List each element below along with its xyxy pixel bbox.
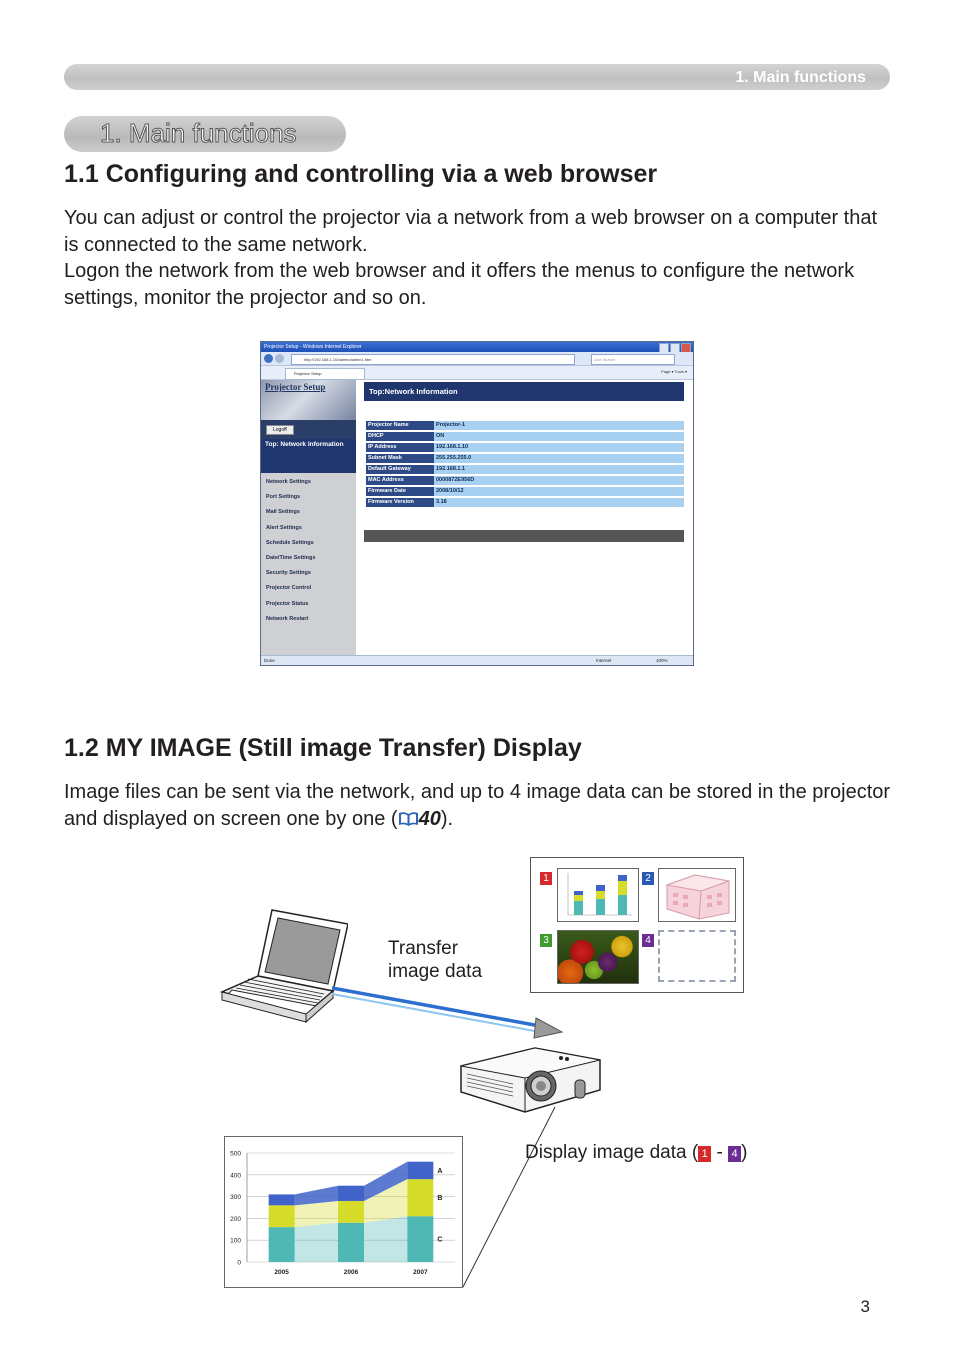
browser-window-title: Projector Setup - Windows Internet Explorer [264,344,362,350]
sidebar-current-item[interactable] [261,439,356,473]
browser-toolbar-tools[interactable]: Page ▾ Tools ▾ [661,369,687,374]
row-value: 192.168.1.1 [434,465,684,474]
sidebar-item-network-settings[interactable]: Network Settings [266,479,311,485]
stored-images-panel [530,857,744,993]
row-value: 0000872E956D [434,476,684,485]
main-heading: Top:Network Information [364,382,684,401]
section-1-para-2: Logon the network from the web browser and it offers the menus to configure the network settings, monitor the projector and so on. [64,260,855,309]
row-value: 3.18 [434,498,684,507]
sidebar-current-label: Top: Network Information [265,441,344,448]
table-row [366,498,684,507]
display-label-sep: - [716,1142,723,1163]
badge-3: 3 [540,934,552,947]
sidebar-item-projector-status[interactable]: Projector Status [266,600,309,607]
series-joiner-b [295,1201,338,1227]
badge-1-inline: 1 [698,1146,711,1162]
bar-segment-c [407,1216,433,1262]
y-tick-label: 500 [230,1150,241,1158]
thumbnail-fruit-photo [557,930,639,984]
chapter-title-pill [64,116,346,152]
browser-tab[interactable]: Projector Setup [285,368,365,380]
section-2-text: Image files can be sent via the network, and up to 4 image data can be stored in the projector and displayed on screen one by one ( [64,781,891,830]
sidebar-item-mail-settings[interactable]: Mail Settings [266,509,300,516]
building-icon [659,869,735,921]
running-header [64,64,890,90]
back-icon[interactable] [264,354,273,363]
table-row [366,487,684,496]
row-key: Subnet Mask [366,454,434,463]
section-2-para [64,779,894,832]
sidebar-item-security-settings[interactable]: Security Settings [266,570,311,577]
table-row [366,421,684,430]
table-row [366,454,684,463]
sidebar-item-alert-settings[interactable]: Alert Settings [266,524,302,531]
table-row [366,476,684,485]
row-value: ON [434,432,684,441]
series-joiner-c [295,1223,338,1262]
sidebar-item-network-restart[interactable]: Network Restart [266,615,309,622]
series-label: B [437,1195,443,1203]
transfer-label-line-2: image data [388,961,483,982]
section-2-text-end: ). [440,807,454,830]
browser-screenshot [260,341,694,666]
series-joiner-c [364,1216,407,1262]
row-value: 255.255.255.0 [434,454,684,463]
table-row [366,432,684,441]
row-key: Default Gateway [366,465,434,474]
section-1-heading: 1.1 Configuring and controlling via a web browser [64,160,658,188]
status-zoom[interactable]: 100% [656,658,668,663]
setup-main-panel [356,380,693,656]
sidebar-menu [261,473,356,627]
x-tick-label: 2006 [343,1269,359,1276]
table-row [366,465,684,474]
row-key: MAC Address [366,476,434,485]
sidebar-item-schedule-settings[interactable]: Schedule Settings [266,539,314,546]
badge-2: 2 [642,872,654,885]
bar-segment-a [338,1186,364,1201]
bar-segment-c [338,1223,364,1262]
setup-sidebar [261,380,356,656]
laptop-illustration [218,906,348,1026]
browser-content [261,380,693,656]
transfer-label-line-1: Transfer [388,938,459,959]
y-tick-label: 200 [230,1215,241,1223]
mini-chart-icon [558,869,638,921]
badge-1: 1 [540,872,552,885]
bar-segment-a [269,1194,295,1205]
logoff-button[interactable]: Logoff [266,425,294,435]
row-value: 192.168.1.10 [434,443,684,452]
chapter-title: 1. Main functions [100,118,297,148]
browser-address-row [261,352,693,366]
browser-title-bar [261,342,693,352]
bar-segment-c [269,1227,295,1262]
bar-segment-a [407,1162,433,1179]
search-box[interactable]: Live Search [591,354,675,365]
y-tick-label: 400 [230,1172,241,1180]
bar-segment-b [269,1205,295,1227]
thumbnail-chart [557,868,639,922]
row-key: Projector Name [366,421,434,430]
row-key: IP Address [366,443,434,452]
badge-4: 4 [642,934,654,947]
y-tick-label: 300 [230,1194,241,1202]
logoff-row [261,420,356,439]
thumbnail-empty-slot [658,930,736,982]
sidebar-item-date-time-settings[interactable]: Date/Time Settings [266,554,316,561]
sidebar-title[interactable]: Projector Setup [265,382,326,392]
sidebar-item-port-settings[interactable]: Port Settings [266,494,301,501]
y-tick-label: 0 [237,1259,241,1267]
status-text: Done [264,658,275,663]
display-arrow [455,1105,565,1290]
thumbnail-building [658,868,736,922]
row-key: Firmware Version [366,498,434,507]
section-1-body [64,205,894,311]
section-2-heading: 1.2 MY IMAGE (Still image Transfer) Display [64,734,582,762]
x-tick-label: 2005 [274,1269,289,1276]
badge-4-inline: 4 [728,1146,741,1162]
forward-icon[interactable] [275,354,284,363]
status-zone: Internet [596,658,612,663]
book-icon [398,808,419,824]
sidebar-banner [261,380,356,420]
series-label: C [437,1236,443,1244]
transfer-label [388,937,482,983]
bar-segment-b [338,1201,364,1223]
y-tick-label: 100 [230,1237,241,1245]
display-label [525,1141,747,1164]
network-info-table [366,419,684,509]
displayed-chart [224,1136,463,1288]
x-tick-label: 2007 [413,1269,428,1276]
section-2-body [64,779,894,832]
series-label: A [437,1167,443,1175]
section-1-para-1: You can adjust or control the projector via a network from a web browser on a computer that is connected to the same network. [64,207,878,256]
stacked-bar-chart [225,1137,462,1287]
page-reference[interactable]: 40 [418,807,441,830]
projector-illustration [455,1030,605,1115]
row-value: Projector-1 [434,421,684,430]
row-key: Firmware Date [366,487,434,496]
row-value: 2008/10/12 [434,487,684,496]
bar-segment-b [407,1179,433,1216]
browser-tab-row [261,366,693,380]
address-bar[interactable]: http://192.168.1.10/admin/admin1.htm [291,354,575,365]
page-number: 3 [860,1297,870,1316]
row-key: DHCP [366,432,434,441]
sidebar-item-projector-control[interactable]: Projector Control [266,585,312,592]
display-label-text: Display image data ( [525,1142,699,1163]
running-title: 1. Main functions [735,69,866,86]
table-row [366,443,684,452]
display-label-end: ) [741,1142,748,1163]
main-footer-bar [364,530,684,542]
browser-status-bar [261,655,693,665]
